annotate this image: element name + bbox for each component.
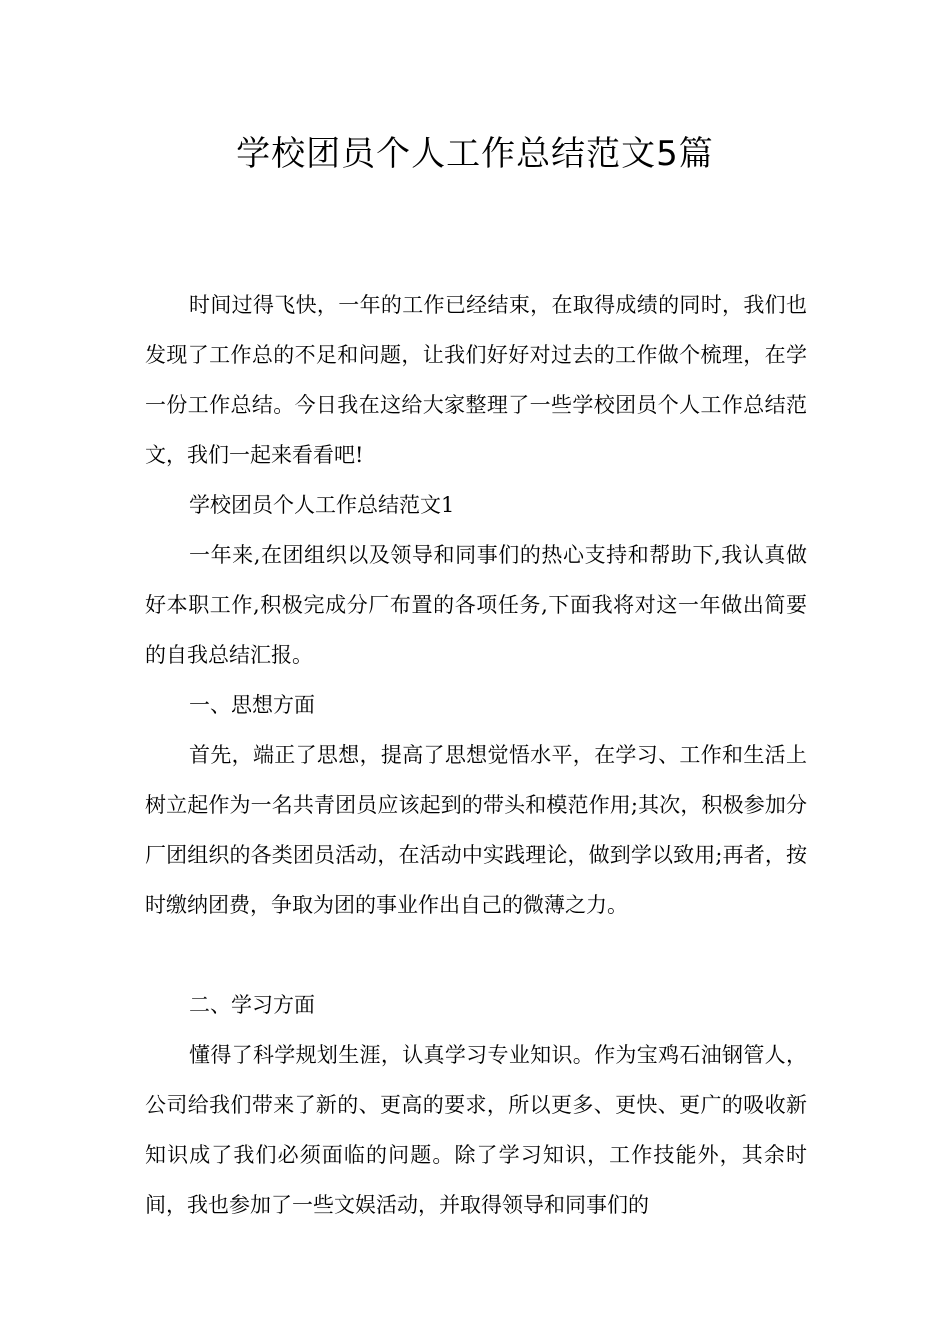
paragraph-gap <box>145 930 807 980</box>
body-paragraph: 一年来,在团组织以及领导和同事们的热心支持和帮助下,我认真做好本职工作,积极完成分厂布置的各项任务,下面我将对这一年做出简要的自我总结汇报。 <box>145 543 807 667</box>
section-heading-essay-1: 学校团员个人工作总结范文1 <box>189 493 455 517</box>
intro-paragraph: 时间过得飞快，一年的工作已经结束，在取得成绩的同时，我们也发现了工作总的不足和问题，让我们好好对过去的工作做个梳理，在学一份工作总结。今日我在这给大家整理了一些学校团员个人工作总结范文，我们一起来看看吧! <box>145 293 807 467</box>
section-heading-study: 二、学习方面 <box>189 993 315 1017</box>
body-paragraph: 首先，端正了思想，提高了思想觉悟水平，在学习、工作和生活上树立起作为一名共青团员应该起到的带头和模范作用;其次，积极参加分厂团组织的各类团员活动，在活动中实践理论，做到学以致用;再者，按时缴纳团费，争取为团的事业作出自己的微薄之力。 <box>145 743 807 917</box>
section-heading-thought: 一、思想方面 <box>189 693 315 717</box>
document-title: 学校团员个人工作总结范文5篇 <box>236 134 714 174</box>
body-paragraph: 懂得了科学规划生涯，认真学习专业知识。作为宝鸡石油钢管人，公司给我们带来了新的、更高的要求，所以更多、更快、更广的吸收新知识成了我们必须面临的问题。除了学习知识，工作技能外，其余时间，我也参加了一些文娱活动，并取得领导和同事们的 <box>145 1043 807 1217</box>
document-body <box>145 280 807 1230</box>
